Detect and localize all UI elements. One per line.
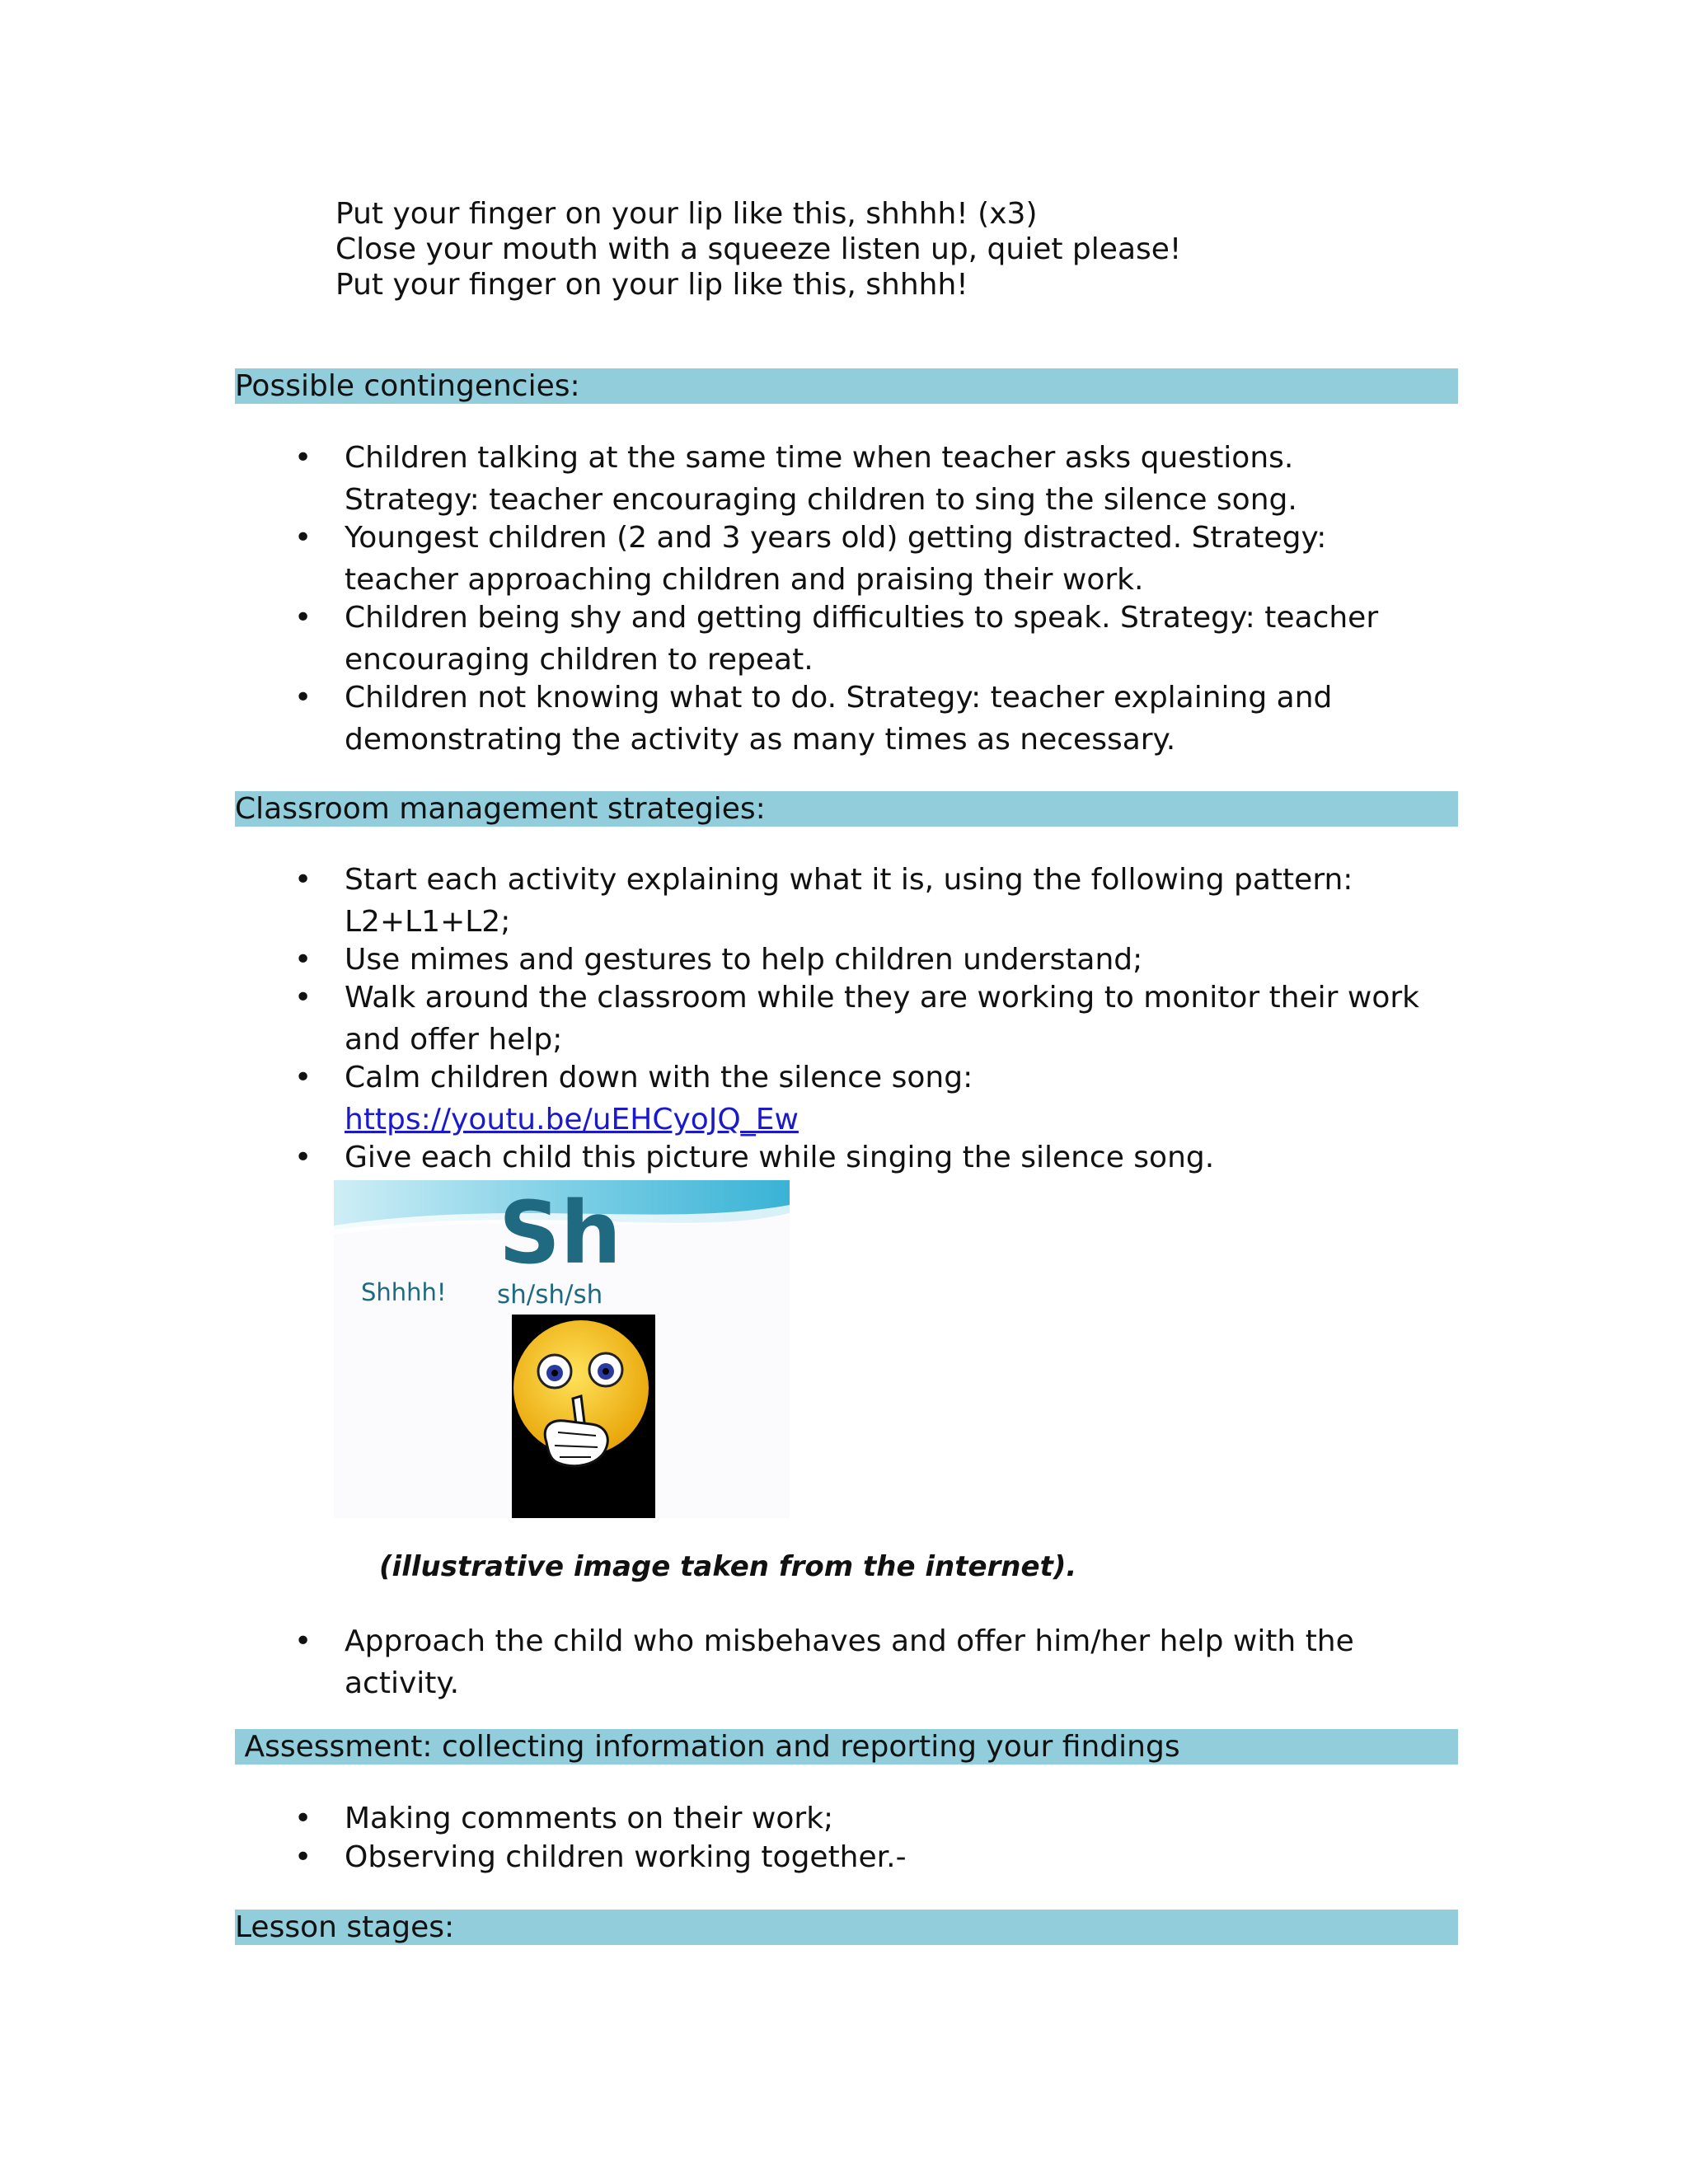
picture-left-label: Shhhh! [361,1278,447,1306]
list-item: • Approach the child who misbehaves and offer him/her help with the activity. [0,1620,1465,1704]
bullet-icon: • [294,521,312,555]
bullet-icon: • [294,441,312,475]
contingencies-list [0,437,1465,761]
management-list-continued [0,1620,1465,1704]
bullet-icon: • [294,681,312,715]
picture-title: Sh [499,1183,621,1283]
bullet-icon: • [294,1802,312,1835]
song-line: Put your finger on your lip like this, shhhh! (x3) [335,197,1038,231]
bullet-icon: • [294,1840,312,1874]
lesson-stages-heading: Lesson stages: [235,1910,1458,1945]
assessment-list [0,1797,1465,1878]
list-item: • Calm children down with the silence song: https://youtu.be/uEHCyoJQ_Ew [0,1057,1465,1141]
bullet-icon: • [294,981,312,1015]
picture-sound-label: sh/sh/sh [497,1280,603,1310]
silence-song-lyrics [335,196,1181,302]
list-item: • Start each activity explaining what it is, using the following pattern: L2+L1+L2; [0,859,1465,943]
list-item: • Youngest children (2 and 3 years old) getting distracted. Strategy: teacher approaching children and praising their work. [0,517,1465,601]
silence-picture-graphic [334,1180,790,1518]
list-item: • Children not knowing what to do. Strategy: teacher explaining and demonstrating the activity as many times as necessary. [0,677,1465,761]
list-item: • Give each child this picture while singing the silence song. [0,1137,1465,1179]
bullet-icon: • [294,863,312,897]
list-item: • Children being shy and getting difficulties to speak. Strategy: teacher encouraging children to repeat. [0,597,1465,681]
bullet-icon: • [294,601,312,635]
silence-song-link[interactable]: https://youtu.be/uEHCyoJQ_Ew [345,1103,799,1137]
bullet-icon: • [294,1624,312,1658]
song-line: Close your mouth with a squeeze listen up, quiet please! [335,232,1182,266]
list-item: • Making comments on their work; [0,1797,1465,1840]
song-line: Put your finger on your lip like this, shhhh! [335,268,968,302]
management-heading: Classroom management strategies: [235,791,1458,827]
management-list [0,859,1465,1179]
contingencies-heading: Possible contingencies: [235,368,1458,404]
bullet-icon: • [294,1141,312,1174]
bullet-icon: • [294,943,312,977]
list-item: • Walk around the classroom while they are working to monitor their work and offer help; [0,977,1465,1061]
list-item: • Use mimes and gestures to help children understand; [0,939,1465,981]
list-item: • Observing children working together.- [0,1836,1465,1878]
list-item: • Children talking at the same time when teacher asks questions. Strategy: teacher encouraging children to sing the silence song. [0,437,1465,521]
image-caption: (illustrative image taken from the internet). [379,1550,1077,1583]
silence-picture [334,1180,790,1518]
assessment-heading: Assessment: collecting information and reporting your findings [235,1729,1458,1765]
bullet-icon: • [294,1061,312,1094]
